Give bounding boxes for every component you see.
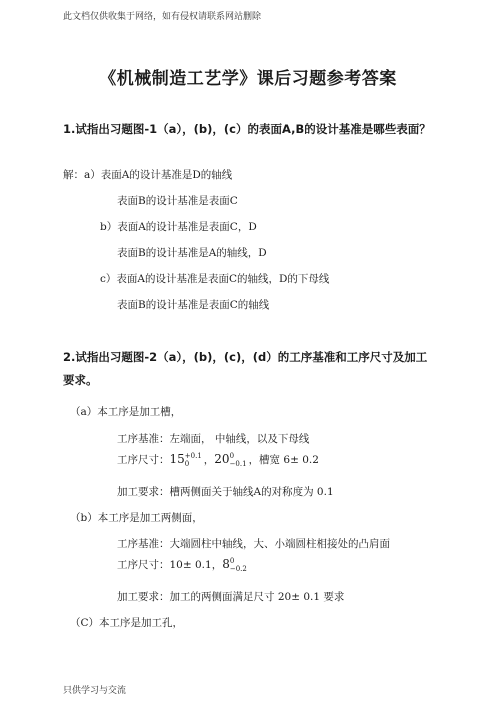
answer-1-line-4: 表面B的设计基准是A的轴线，D <box>117 247 267 259</box>
dim-tolerance-8: 0 −0.2 <box>229 557 247 573</box>
page-footer: 只供学习与交流 <box>63 686 127 696</box>
dim-tolerance-20: 0 −0.1 <box>229 452 247 468</box>
answer-2c-head: （C）本工序是加工孔， <box>70 617 184 629</box>
answer-2a-head: （a）本工序是加工槽， <box>70 406 182 418</box>
question-2: 2.试指出习题图-2（a），(b)，(c)，(d）的工序基准和工序尺寸及加工要求。 <box>63 350 428 387</box>
answer-2b-head: （b）本工序是加工两侧面， <box>70 512 203 524</box>
dim-label: 工序尺寸： <box>117 454 170 466</box>
answer-2a-base: 工序基准：左端面， 中轴线，以及下母线 <box>117 433 310 445</box>
answer-2b-base: 工序基准：大端圆柱中轴线，大、小端圆柱相接处的凸肩面 <box>117 538 390 550</box>
answer-2a-dimensions: 工序尺寸：15 +0.1 0 ，20 0 −0.1 ，槽宽 6± 0.2 <box>117 452 319 468</box>
dim-tolerance-15: +0.1 0 <box>184 452 202 468</box>
question-1: 1.试指出习题图-1（a），(b)，(c）的表面A,B的设计基准是哪些表面？ <box>63 122 431 136</box>
document-title: 《机械制造工艺学》课后习题参考答案 <box>99 69 397 89</box>
answer-1-line-5: c）表面A的设计基准是表面C的轴线，D的下母线 <box>100 273 330 285</box>
dim-value-20: 20 <box>214 452 230 466</box>
answer-1-line-6: 表面B的设计基准是表面C的轴线 <box>117 299 270 311</box>
dim-value-15: 15 <box>169 452 185 466</box>
answer-2b-dimensions: 工序尺寸：10± 0.1，8 0 −0.2 <box>117 557 247 573</box>
dim-value-8: 8 <box>222 557 230 571</box>
answer-1-line-3: b）表面A的设计基准是表面C，D <box>100 221 257 233</box>
slot-width: ，槽宽 6± 0.2 <box>248 454 319 466</box>
answer-1-line-1: 解：a）表面A的设计基准是D的轴线 <box>63 169 233 181</box>
answer-2a-requirement: 加工要求：槽两侧面关于轴线A的对称度为 0.1 <box>117 486 334 498</box>
answer-2b-requirement: 加工要求：加工的两侧面满足尺寸 20± 0.1 要求 <box>117 591 345 603</box>
page-header: 此文档仅供收集于网络，如有侵权请联系网站删除 <box>63 12 262 22</box>
answer-1-line-2: 表面B的设计基准是表面C <box>117 195 238 207</box>
